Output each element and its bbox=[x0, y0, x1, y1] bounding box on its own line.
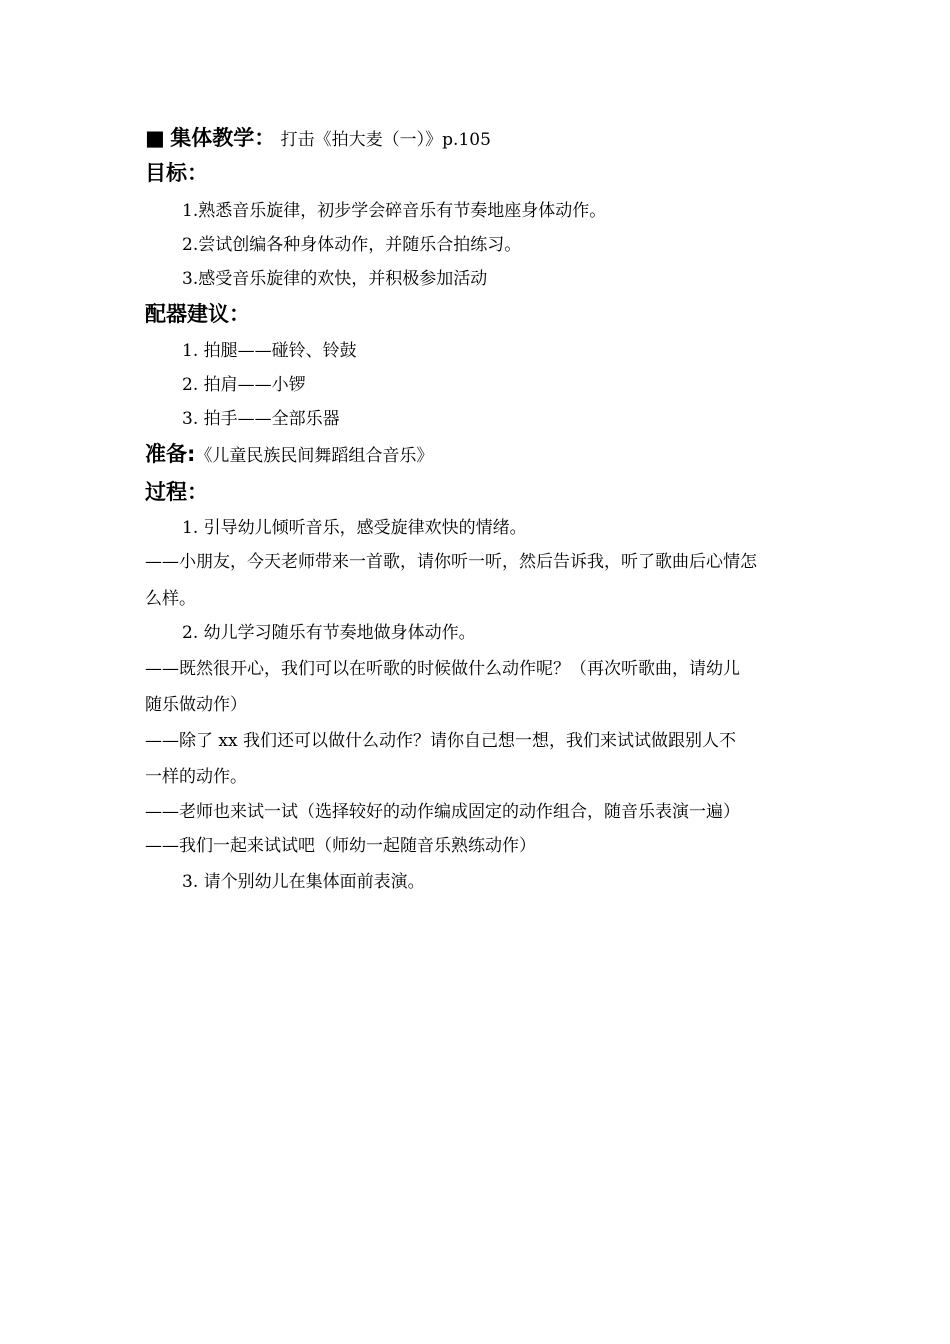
process-text: 一样的动作。 bbox=[145, 767, 247, 787]
prep-line bbox=[145, 443, 810, 467]
process-text: ——小朋友，今天老师带来一首歌，请你听一听，然后告诉我，听了歌曲后心情怎 bbox=[145, 552, 757, 572]
lesson-title-line bbox=[145, 127, 810, 151]
process-text: ——既然很开心，我们可以在听歌的时候做什么动作呢？（再次听歌曲，请幼儿 bbox=[145, 659, 740, 679]
goal-item: 3.感受音乐旋律的欢快，并积极参加活动 bbox=[182, 269, 488, 289]
instruments-heading: 配器建议： bbox=[145, 302, 250, 326]
lesson-title-text: 打击《拍大麦（一）》p.105 bbox=[280, 130, 491, 150]
goal-item: 1.熟悉音乐旋律，初步学会碎音乐有节奏地座身体动作。 bbox=[182, 201, 607, 221]
process-step: 2. 幼儿学习随乐有节奏地做身体动作。 bbox=[182, 623, 476, 643]
goals-heading: 目标： bbox=[145, 161, 208, 185]
process-text: ——除了 xx 我们还可以做什么动作？请你自己想一想，我们来试试做跟别人不 bbox=[145, 731, 736, 751]
lesson-type-heading: 集体教学： bbox=[170, 126, 276, 150]
prep-text: 《儿童民族民间舞蹈组合音乐》 bbox=[195, 446, 434, 466]
process-text: ——老师也来试一试（选择较好的动作编成固定的动作组合，随音乐表演一遍） bbox=[145, 802, 740, 822]
process-text: ——我们一起来试试吧（师幼一起随音乐熟练动作） bbox=[145, 836, 536, 856]
process-step: 3. 请个别幼儿在集体面前表演。 bbox=[182, 872, 425, 892]
instrument-item: 1. 拍腿——碰铃、铃鼓 bbox=[182, 341, 357, 361]
process-text: 随乐做动作） bbox=[145, 695, 247, 715]
instrument-item: 3. 拍手——全部乐器 bbox=[182, 409, 340, 429]
process-heading: 过程： bbox=[145, 480, 208, 504]
square-bullet-icon: ■ bbox=[145, 126, 165, 150]
process-text: 么样。 bbox=[145, 589, 196, 609]
prep-heading: 准备: bbox=[145, 442, 196, 466]
process-step: 1. 引导幼儿倾听音乐，感受旋律欢快的情绪。 bbox=[182, 518, 527, 538]
goal-item: 2.尝试创编各种身体动作，并随乐合拍练习。 bbox=[182, 235, 522, 255]
instrument-item: 2. 拍肩——小锣 bbox=[182, 375, 306, 395]
